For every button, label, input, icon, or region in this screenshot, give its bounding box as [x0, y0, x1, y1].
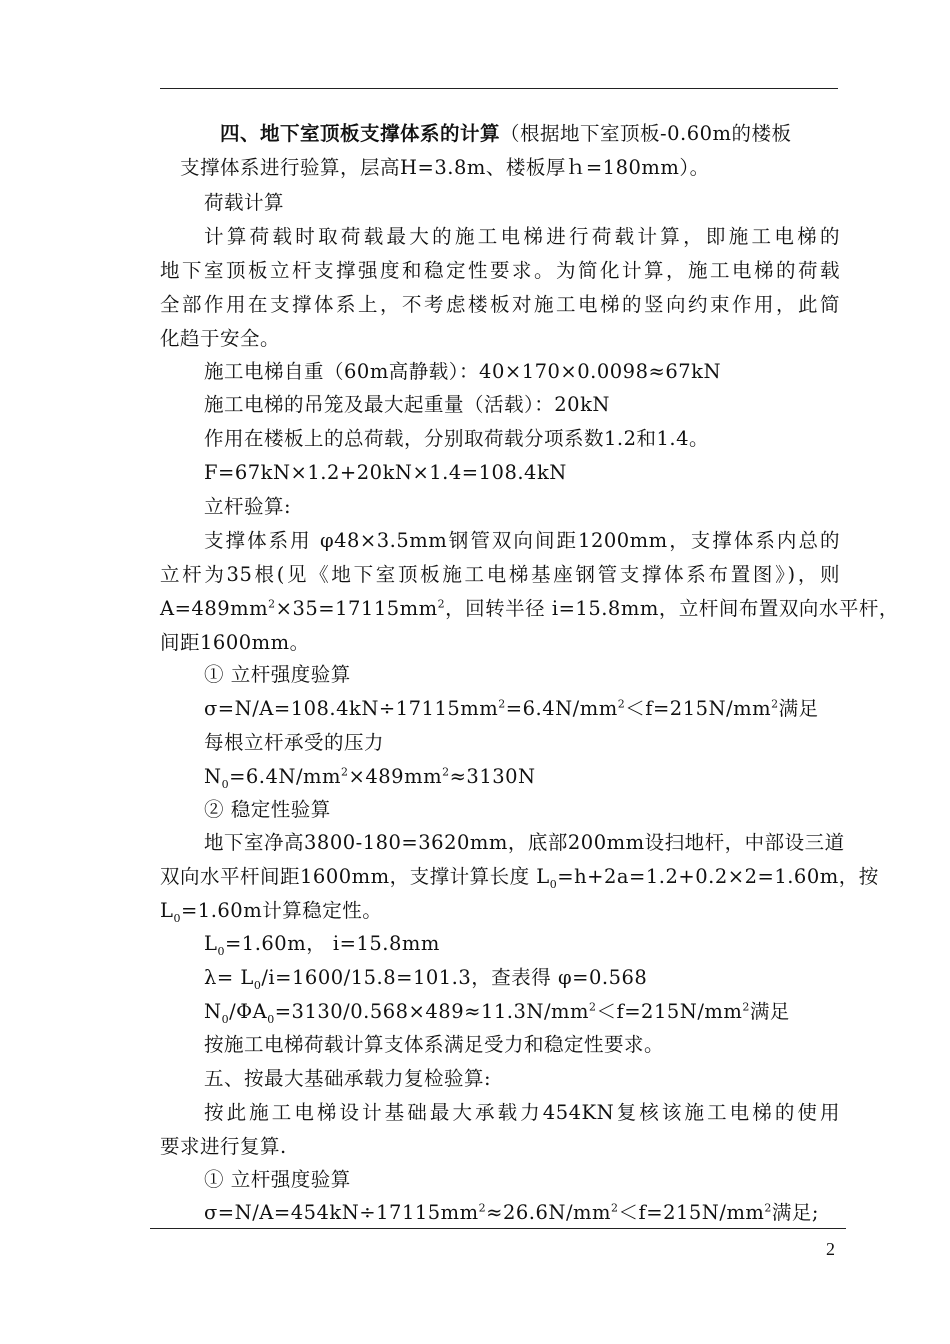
section4-title: 四、地下室顶板支撑体系的计算 — [220, 122, 501, 145]
n0-formula: $N_0=6.4N/mm^2\times 489mm^2\approx 3130N$ — [204, 765, 536, 791]
header-rule — [160, 88, 838, 89]
force-formula: F=67kN×1.2+20kN×1.4=108.4kN — [204, 461, 567, 484]
stability-paragraph-line3: $L_0=1.60m$计算稳定性。 — [160, 899, 383, 925]
stability-paragraph-line1: 地下室净高3800-180=3620mm，底部200mm设扫地杆，中部设三道 — [204, 831, 845, 854]
pole-heading: 立杆验算: — [204, 495, 292, 518]
page-number: 2 — [826, 1239, 835, 1259]
load-paragraph-line2: 地下室顶板立杆支撑强度和稳定性要求。为简化计算，施工电梯的荷载 — [160, 259, 840, 282]
section5-strength-heading: ① 立杆强度验算 — [204, 1168, 351, 1191]
section4-title-note: （根据地下室顶板-0.60m的楼板 — [500, 122, 792, 145]
lambda-formula: $\lambda= L_0/i=1600/15.8=101.3$，查表得 φ=0.568 — [204, 966, 648, 992]
total-load-line: 作用在楼板上的总荷载，分别取荷载分项系数1.2和1.4。 — [204, 427, 710, 450]
stability-paragraph-line2: 双向水平杆间距1600mm，支撑计算长度 $L_0=h+2a=1.2+0.2\times 2=1.60m$，按 — [160, 865, 879, 891]
footer-rule — [150, 1228, 846, 1229]
section5-paragraph-line1: 按此施工电梯设计基础最大承载力454KN复核该施工电梯的使用 — [204, 1101, 840, 1124]
pole-paragraph-line2: 立杆为35根(见《地下室顶板施工电梯基座钢管支撑体系布置图》)，则 — [160, 563, 840, 586]
section5-title: 五、按最大基础承载力复检验算: — [204, 1067, 492, 1090]
load-paragraph-line3: 全部作用在支撑体系上，不考虑楼板对施工电梯的竖向约束作用，此简 — [160, 293, 840, 316]
sigma-formula: $\sigma=N/A=108.4kN\div 17115mm^2=6.4N/mm^2<f=215N/mm^2$满足 — [204, 697, 819, 720]
l0-formula: $L_0=1.60m$， i=15.8mm — [204, 932, 440, 958]
section4-conclusion: 按施工电梯荷载计算支体系满足受力和稳定性要求。 — [204, 1033, 665, 1056]
pole-paragraph-line3: $A=489mm^2\times 35=17115mm^2$，回转半径 i=15.8mm，立杆间布置双向水平杆， — [160, 597, 899, 620]
load-paragraph-line1: 计算荷载时取荷载最大的施工电梯进行荷载计算，即施工电梯的 — [204, 225, 840, 248]
pressure-heading: 每根立杆承受的压力 — [204, 731, 385, 754]
section4-heading-line — [220, 117, 840, 151]
load-heading: 荷载计算 — [204, 191, 285, 214]
live-load-line: 施工电梯的吊笼及最大起重量（活载）：20kN — [204, 393, 610, 416]
section5-paragraph-line2: 要求进行复算. — [160, 1135, 287, 1158]
self-weight-line: 施工电梯自重（60m高静载）：40×170×0.0098≈67kN — [204, 360, 722, 383]
n0-phi-formula: $N_0/\Phi A_0=3130/0.568\times 489\approx 11.3N/mm^2<f=215N/mm^2$满足 — [204, 1000, 790, 1026]
stability-heading: ② 稳定性验算 — [204, 798, 331, 821]
pole-paragraph-line4: 间距1600mm。 — [160, 631, 310, 654]
section4-title-note-cont: 支撑体系进行验算，层高H=3.8m、楼板厚ｈ=180mm）。 — [180, 156, 710, 179]
pole-paragraph-line1: 支撑体系用 φ48×3.5mm钢管双向间距1200mm，支撑体系内总的 — [204, 529, 840, 552]
section5-sigma-formula: $\sigma=N/A=454kN\div 17115mm^2\approx 26.6N/mm^2<f=215N/mm^2$满足; — [204, 1201, 819, 1224]
strength-heading: ① 立杆强度验算 — [204, 663, 351, 686]
load-paragraph-line4: 化趋于安全。 — [160, 327, 281, 350]
